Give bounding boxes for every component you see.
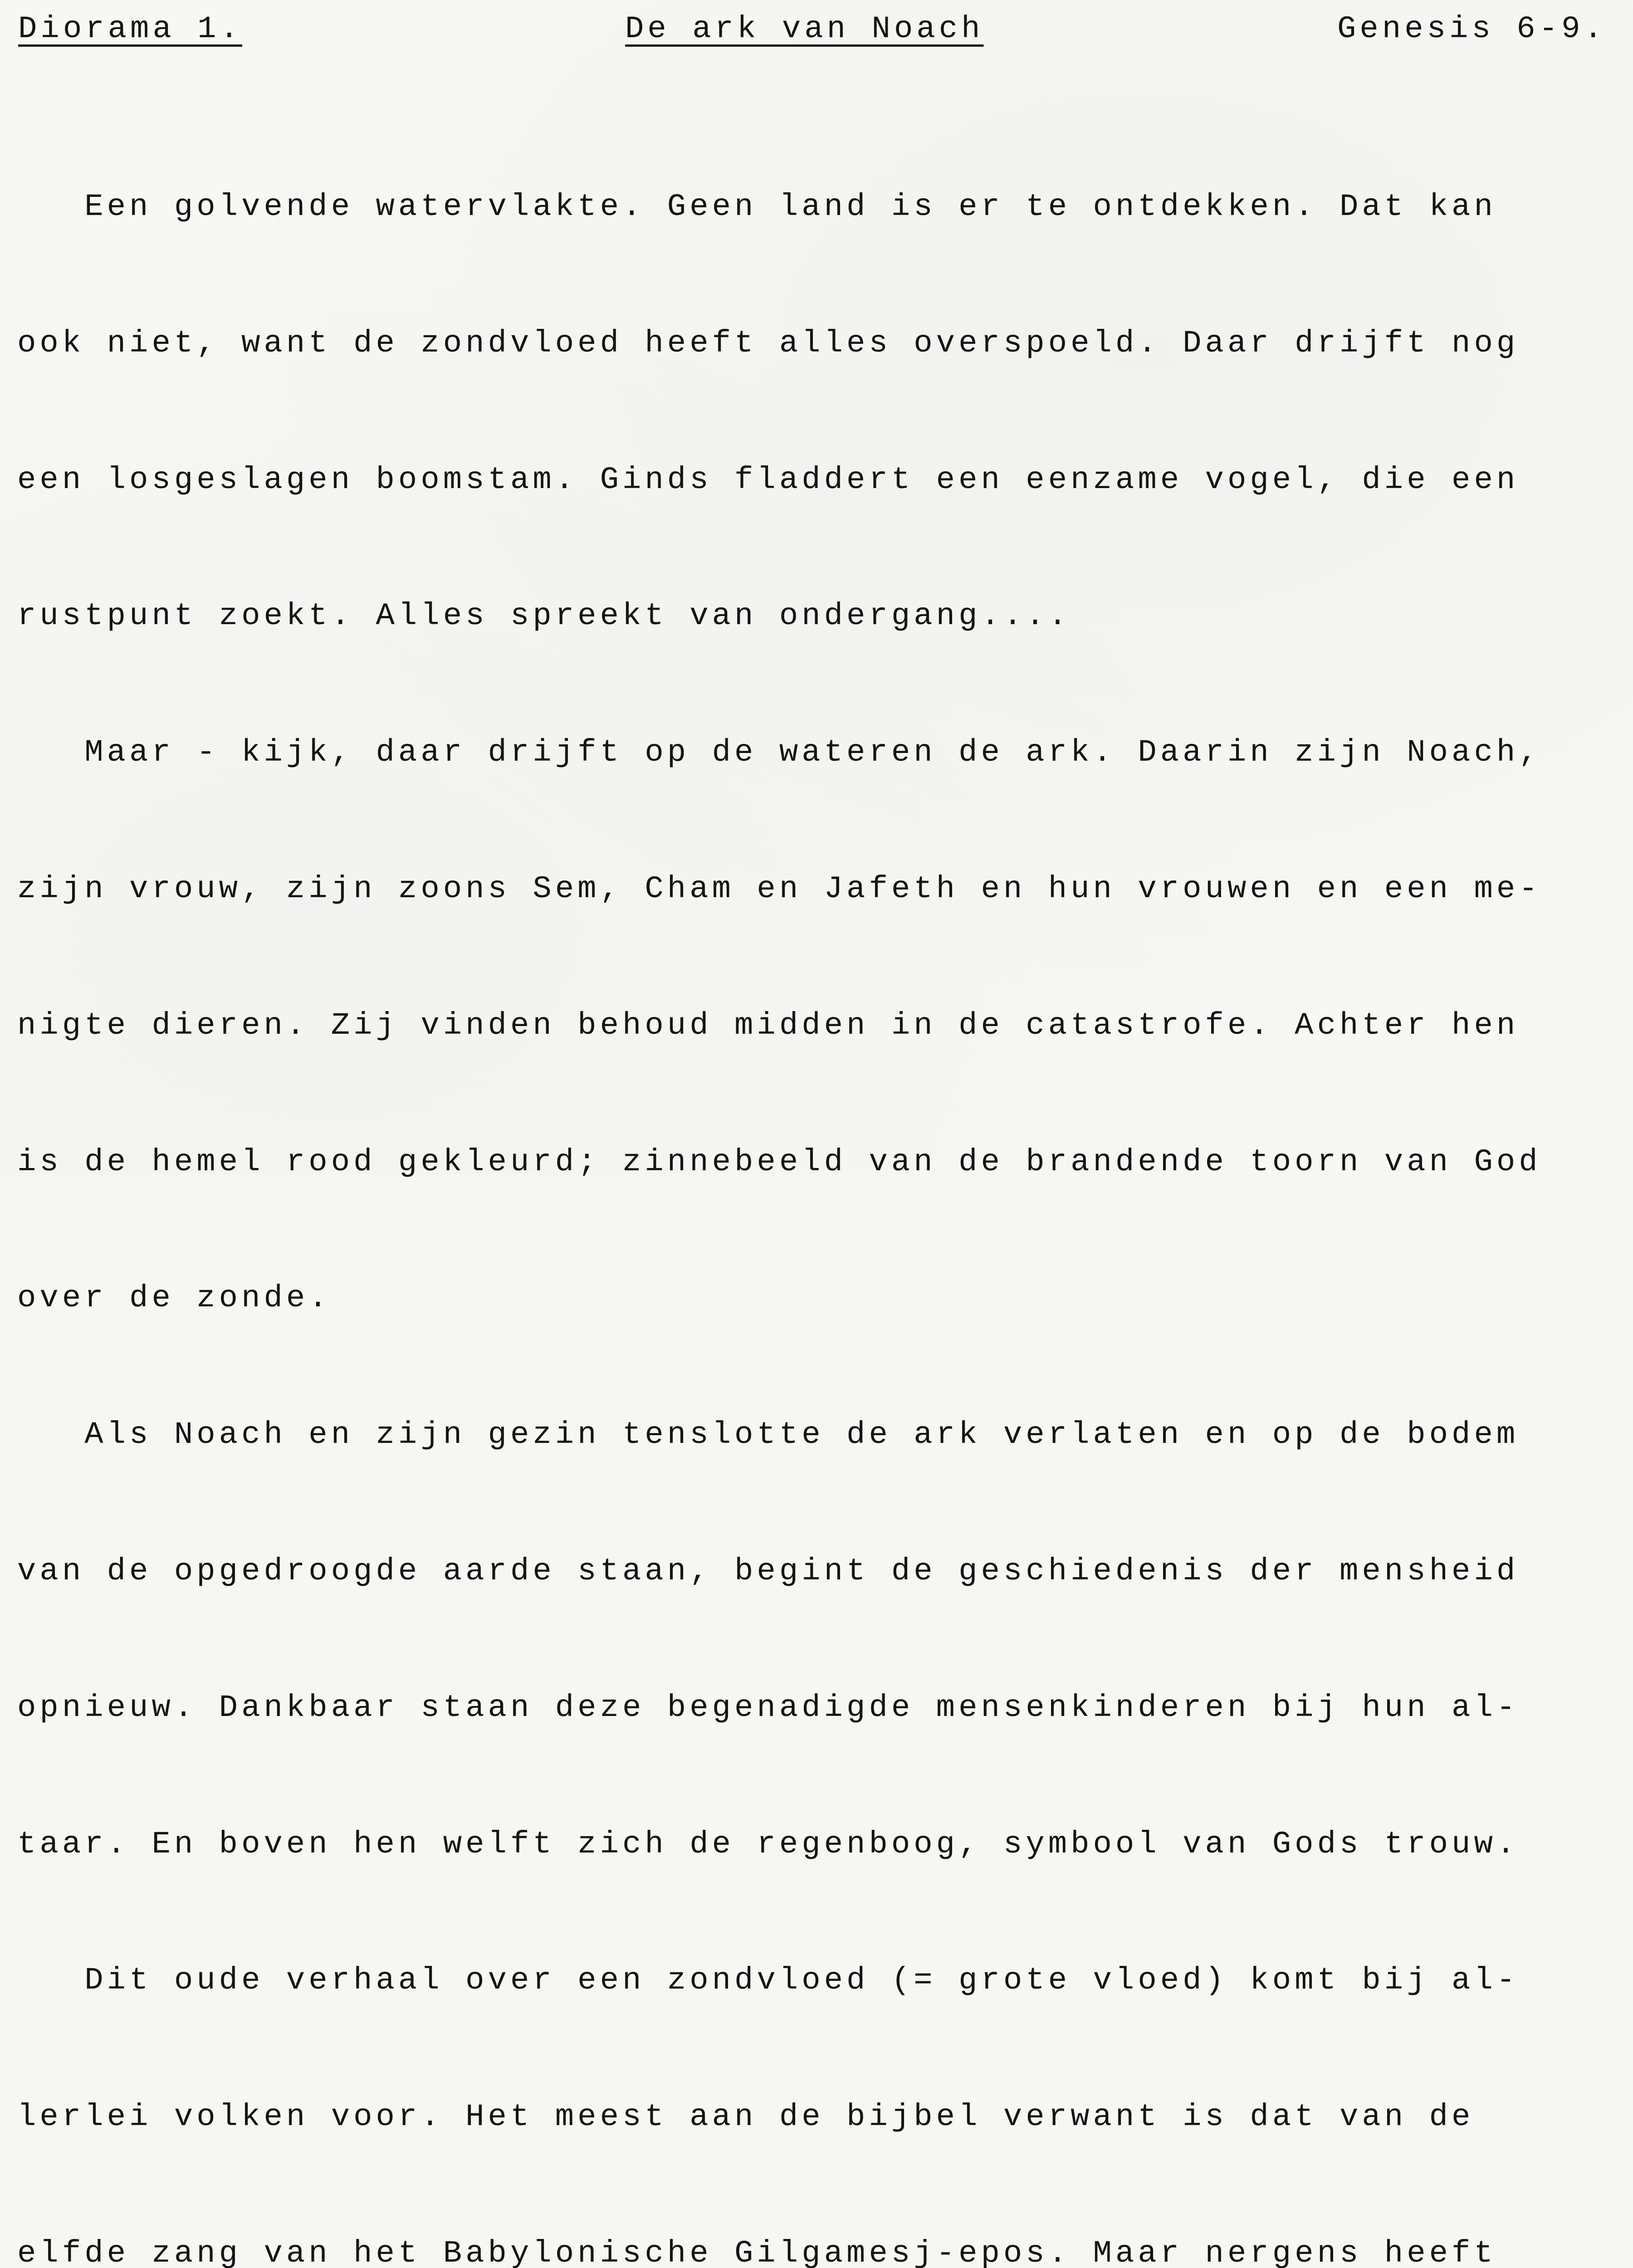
text-line: ook niet, want de zondvloed heeft alles overspoeld. Daar drijft nog [17,325,1519,361]
text-line: Een golvende watervlakte. Geen land is er te ontdekken. Dat kan [17,189,1496,225]
page-title: De ark van Noach [625,11,984,47]
diorama-number: Diorama 1. [18,11,243,47]
text-line: rustpunt zoekt. Alles spreekt van ondergang.... [17,598,1071,634]
text-line: van de opgedroogde aarde staan, begint de geschiedenis der mensheid [17,1553,1519,1589]
text-line: een losgeslagen boomstam. Ginds fladdert een eenzame vogel, die een [17,462,1519,498]
text-line: elfde zang van het Babylonische Gilgamesj-epos. Maar nergens heeft [17,2235,1496,2268]
page-header [0,6,1633,52]
text-line: is de hemel rood gekleurd; zinnebeeld van de brandende toorn van God [17,1144,1541,1180]
text-line: lerlei volken voor. Het meest aan de bijbel verwant is dat van de [17,2099,1474,2135]
text-line: taar. En boven hen welft zich de regenboog, symbool van Gods trouw. [17,1826,1519,1862]
text-line: Als Noach en zijn gezin tenslotte de ark verlaten en op de bodem [17,1417,1519,1453]
body-text [17,93,1623,2268]
text-line: nigte dieren. Zij vinden behoud midden in de catastrofe. Achter hen [17,1007,1519,1043]
text-line: opnieuw. Dankbaar staan deze begenadigde mensenkinderen bij hun al- [17,1690,1519,1725]
text-line: over de zonde. [17,1281,331,1316]
bible-reference: Genesis 6-9. [1337,11,1606,47]
text-line: Maar - kijk, daar drijft op de wateren de ark. Daarin zijn Noach, [17,735,1541,771]
text-line: zijn vrouw, zijn zoons Sem, Cham en Jafeth en hun vrouwen en een me- [17,871,1541,907]
text-line: Dit oude verhaal over een zondvloed (= grote vloed) komt bij al- [17,1963,1519,1999]
